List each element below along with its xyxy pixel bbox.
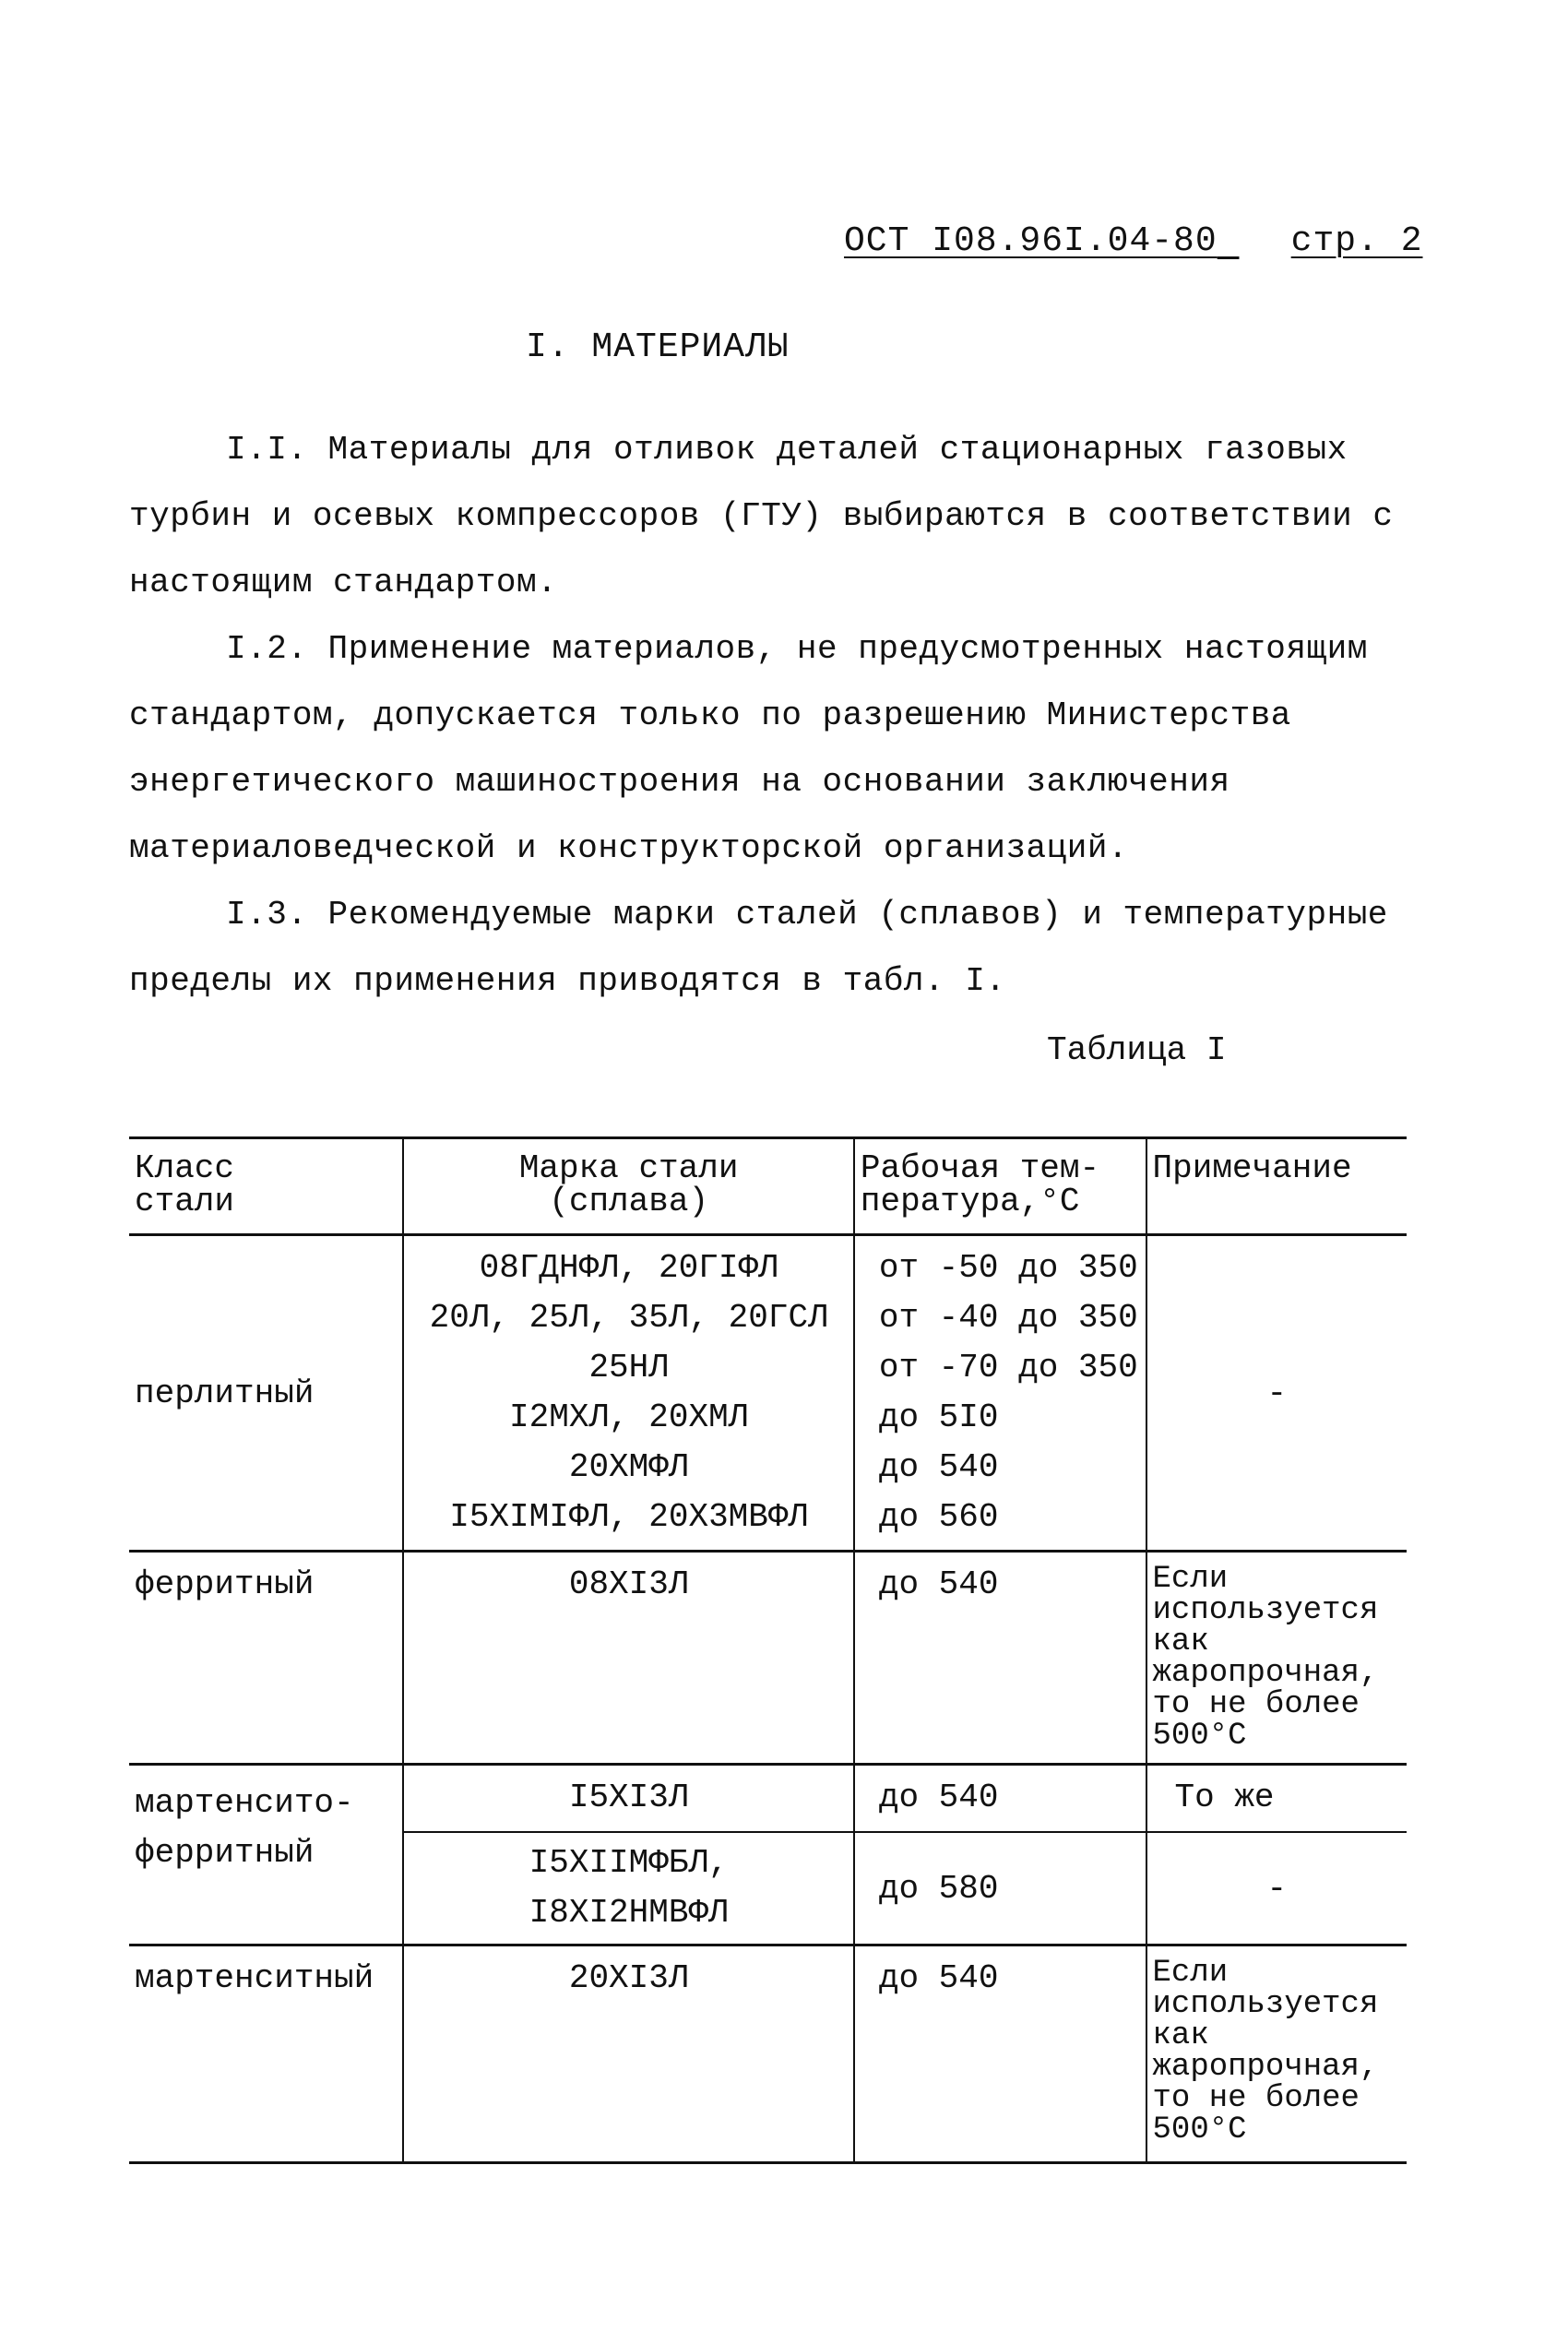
class-martensitic: мартенситный <box>129 1945 403 2163</box>
table-row-martensitic-ferritic-1 <box>129 1765 1407 1833</box>
header-steel-grade: Марка стали (сплава) <box>403 1138 853 1235</box>
document-header <box>844 221 1423 261</box>
note-martensitic: Если используется как жаропрочная, то не более 500°С <box>1146 1945 1407 2163</box>
steel-martensitic: 20ХI3Л <box>403 1945 853 2163</box>
table-row-martensitic <box>129 1945 1407 2163</box>
temp-martensitic: до 540 <box>854 1945 1146 2163</box>
note-perlitic: - <box>1146 1235 1407 1552</box>
table-row-perlitic <box>129 1235 1407 1552</box>
paragraph-1-2: I.2. Применение материалов, не предусмотренных настоящим стандартом, допускается только по разрешению Министерства энергетического машиностроения на основании заключения материаловедческой и конструкторской организаций. <box>129 630 1368 867</box>
note-mf-1: То же <box>1146 1765 1407 1833</box>
paragraph-1-3: I.3. Рекомендуемые марки сталей (сплавов) и температурные пределы их применения приводятся в табл. I. <box>129 896 1388 1000</box>
temp-mf-2: до 580 <box>854 1832 1146 1945</box>
steels-perlitic: 08ГДНФЛ, 20ГIФЛ 20Л, 25Л, 35Л, 20ГСЛ 25НЛ I2МХЛ, 20ХМЛ 20ХМФЛ I5ХIМIФЛ, 20Х3МВФЛ <box>403 1235 853 1552</box>
temp-unit: °С <box>1039 1183 1080 1220</box>
steel-mf-1: I5ХI3Л <box>403 1765 853 1833</box>
page-label: стр. 2 <box>1290 221 1423 261</box>
note-mf-2: - <box>1146 1832 1407 1945</box>
class-perlitic: перлитный <box>129 1235 403 1552</box>
steel-table <box>129 1136 1407 2164</box>
section-title: I. МАТЕРИАЛЫ <box>526 327 790 367</box>
table-caption: Таблица I <box>1047 1031 1227 1069</box>
header-note: Примечание <box>1146 1138 1407 1235</box>
table-row-ferritic <box>129 1552 1407 1765</box>
steel-ferritic: 08ХI3Л <box>403 1552 853 1765</box>
class-ferritic: ферритный <box>129 1552 403 1765</box>
header-steel-class: Класс стали <box>129 1138 403 1235</box>
class-martensitic-ferritic: мартенсито- ферритный <box>129 1765 403 1945</box>
note-ferritic: Если используется как жаропрочная, то не более 500°С <box>1146 1552 1407 1765</box>
steel-mf-2: I5ХIIМФБЛ, I8ХI2НМВФЛ <box>403 1832 853 1945</box>
temp-mf-1: до 540 <box>854 1765 1146 1833</box>
temp-ferritic: до 540 <box>854 1552 1146 1765</box>
doc-code: ОСТ I08.96I.04-80 <box>844 221 1218 261</box>
table-header-row <box>129 1138 1407 1235</box>
temps-perlitic: от -50 до 350 от -40 до 350 от -70 до 350 до 5I0 до 540 до 560 <box>854 1235 1146 1552</box>
paragraph-1-1: I.I. Материалы для отливок деталей стационарных газовых турбин и осевых компрессоров (ГТУ) выбираются в соответствии с настоящим стандартом. <box>129 431 1394 601</box>
header-working-temp: Рабочая тем- пература,°С <box>854 1138 1146 1235</box>
